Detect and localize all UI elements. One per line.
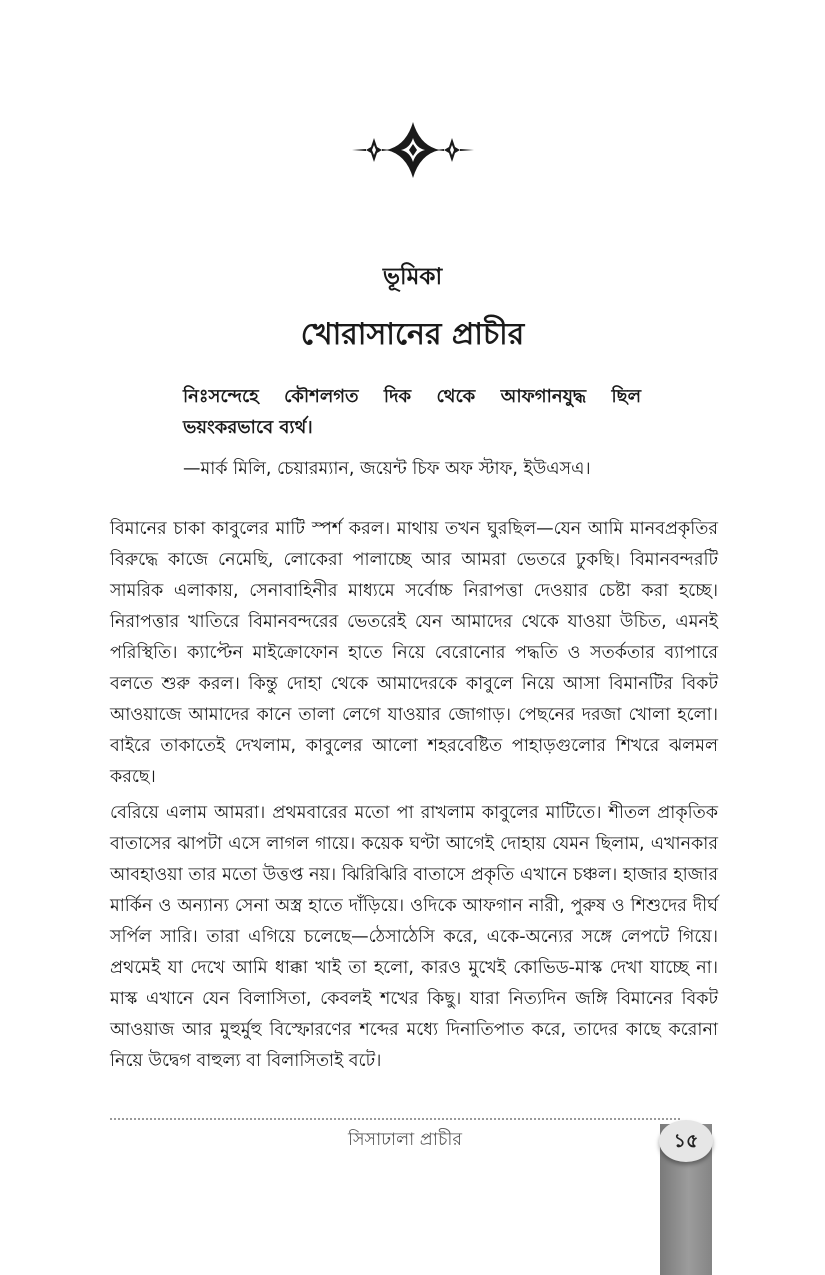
paragraph-2: বেরিয়ে এলাম আমরা। প্রথমবারের মতো পা রাখলাম কাবুলের মাটিতে। শীতল প্রাকৃতিক বাতাসের ঝাপটা এসে লাগল গায়ে। কয়েক ঘণ্টা আগেই দোহায় যেমন ছিলাম, এখানকার আবহাওয়া তার মতো উত্তপ্ত নয়। ঝিরিঝিরি বাতাসে প্রকৃতি এখানে চঞ্চল। হাজার হাজার মার্কিন ও অন্যান্য সেনা অস্ত্র হাতে দাঁড়িয়ে। ওদিকে আফগান নারী, পুরুষ ও শিশুদের দীর্ঘ সর্পিল সারি। তারা এগিয়ে চলেছে—ঠেসাঠেসি করে, একে-অন্যের সঙ্গে লেপটে গিয়ে। প্রথমেই যা দেখে আমি ধাক্কা খাই তা হলো, কারও মুখেই কোভিড-মাস্ক দেখা যাচ্ছে না। মাস্ক এখানে যেন বিলাসিতা, কেবলই শখের কিছু। যারা নিত্যদিন জঙ্গি বিমানের বিকট আওয়াজ আর মুহুর্মুহু বিস্ফোরণের শব্দের মধ্যে দিনাতিপাত করে, তাদের কাছে করোনা নিয়ে উদ্বেগ বাহুল্য বা বিলাসিতাই বটে। xyxy=(110,803,718,1071)
chapter-title: খোরাসানের প্রাচীর xyxy=(300,317,525,352)
footer-divider xyxy=(110,1118,680,1120)
star-ornament-icon xyxy=(348,120,478,180)
running-title: সিসাঢালা প্রাচীর xyxy=(347,1130,463,1150)
body-text xyxy=(110,514,718,1082)
paragraph-1: বিমানের চাকা কাবুলের মাটি স্পর্শ করল। মাথায় তখন ঘুরছিল—যেন আমি মানবপ্রকৃতির বিরুদ্ধে কাজে নেমেছি, লোকেরা পালাচ্ছে আর আমরা ভেতরে ঢুকছি। বিমানবন্দরটি সামরিক এলাকায়, সেনাবাহিনীর মাধ্যমে সর্বোচ্চ নিরাপত্তা দেওয়ার চেষ্টা করা হচ্ছে। নিরাপত্তার খাতিরে বিমানবন্দরের ভেতরেই যেন আমাদের থেকে যাওয়া উচিত, এমনই পরিস্থিতি। ক্যাপ্টেন মাইক্রোফোন হাতে নিয়ে বেরোনোর পদ্ধতি ও সতর্কতার ব্যাপারে বলতে শুরু করল। কিন্তু দোহা থেকে আমাদেরকে কাবুলে নিয়ে আসা বিমানটির বিকট আওয়াজে আমাদের কানে তালা লেগে যাওয়ার জোগাড়। পেছনের দরজা খোলা হলো। বাইরে তাকাতেই দেখলাম, কাবুলের আলো শহরবেষ্টিত পাহাড়গুলোর শিখরে ঝলমল করছে। xyxy=(110,519,718,787)
section-label: ভূমিকা xyxy=(382,264,443,290)
page-number: ১৫ xyxy=(659,1120,713,1162)
epigraph-quote: নিঃসন্দেহে কৌশলগত দিক থেকে আফগানযুদ্ধ ছিল ভয়ংকরভাবে ব্যর্থ। xyxy=(183,386,641,438)
epigraph-attribution: —মার্ক মিলি, চেয়ারম্যান, জয়েন্ট চিফ অফ স্টাফ, ইউএসএ। xyxy=(183,459,591,479)
